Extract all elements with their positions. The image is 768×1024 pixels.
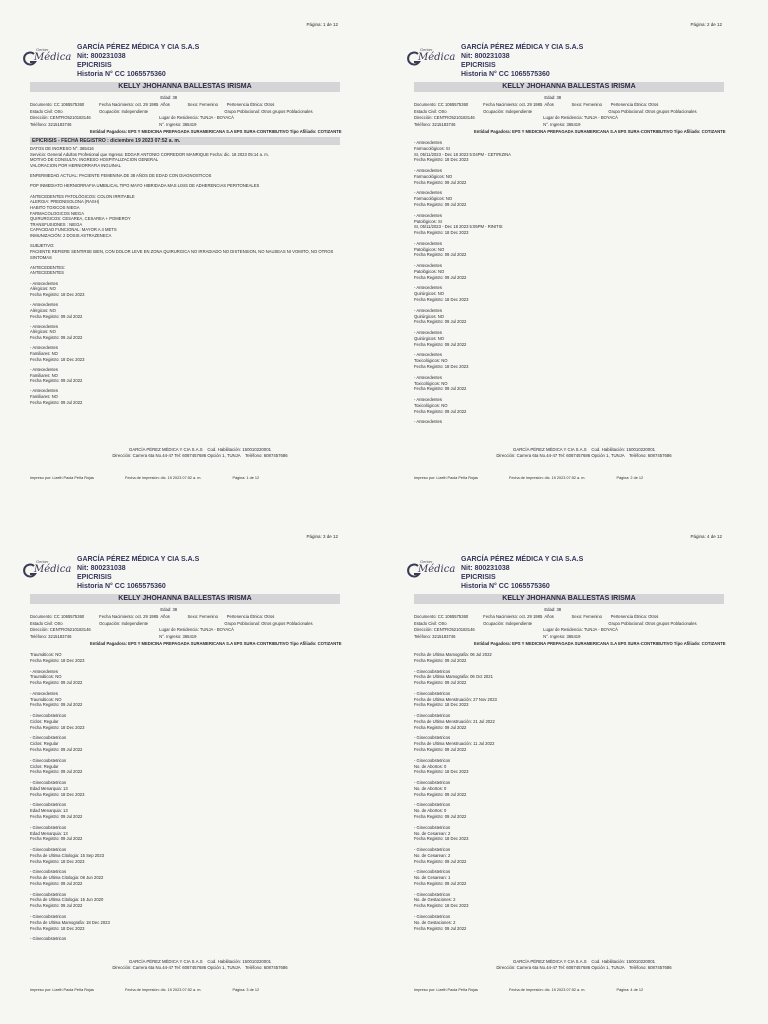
footer-direccion: Dirección: Carrera 6ta No.44-47 Tel: 6087457686 Opción 1, TUNJA [496, 965, 625, 970]
patient-grupo: Grupo Poblacional: Otros grupos Poblacionales [224, 108, 313, 114]
patient-name-bar: KELLY JHOHANNA BALLESTAS IRISMA [414, 594, 724, 604]
page-footer [444, 959, 724, 971]
patient-residencia: Lugar de Residencia: TUNJA - BOYACÁ [543, 627, 618, 633]
clinical-content [30, 146, 350, 405]
content-line: Traumáticos: NO [30, 652, 62, 657]
footer-habilitacion: Cod. Habilitación: 150010220001 [207, 447, 271, 452]
content-line: Fecha Registro: 09 Jul 2022 [414, 791, 467, 797]
content-line: Fecha Registro: 09 Jul 2022 [414, 747, 467, 753]
print-date: Fecha de Impresión: dic. 19 2023 07:52 a. m. [509, 476, 586, 480]
content-line: Edad Menarquia: 13 [30, 830, 68, 836]
patient-details [30, 95, 350, 136]
footer-telefono: Teléfono: 6087457686 [245, 965, 288, 970]
content-line: Alérgicos: NO [30, 329, 56, 335]
content-line: - Ginecoobstetricos [30, 780, 67, 786]
content-line: QUIRURGICOS: CESAREA, CESAREA + POMEROY [30, 216, 131, 222]
content-line: Fecha Registro: 09 Jul 2022 [30, 702, 83, 708]
logo-top-text: Gerber [36, 47, 49, 52]
content-line: Fecha Registro: 18 Dec 2023 [414, 836, 469, 842]
patient-direccion: Dirección: CENTRO5210183146 [30, 627, 91, 633]
content-line: - Ginecoobstetricos [414, 713, 451, 719]
footer-habilitacion: Cod. Habilitación: 150010220001 [207, 959, 271, 964]
content-line: Familiares: NO [30, 350, 58, 356]
content-line: FARMACOLOGICOS NIEGA [30, 210, 84, 216]
patient-edad: Edad: 38 Años [544, 607, 562, 619]
patient-ocupacion: Ocupación: Independiente [99, 108, 149, 114]
content-line: VALORACION POR HERNIORRAFIA INGUINAL [30, 162, 121, 168]
patient-telefono: Teléfono: 3215183746 [414, 634, 456, 640]
patient-telefono: Teléfono: 3215183746 [30, 122, 72, 128]
document-header [461, 555, 583, 591]
content-line: Fecha Registro: 09 Jul 2022 [30, 680, 83, 686]
patient-ingreso: N°. Ingreso: 365419 [543, 634, 581, 640]
patient-details [414, 607, 734, 648]
content-line: Ciclos: Regular [30, 718, 59, 724]
content-line: Fecha de Ultima Menstruación: 21 Jul 2022 [414, 718, 495, 724]
logo-top-text: Gerber [36, 559, 49, 564]
content-line: No. de Abortos: 0 [414, 808, 447, 814]
content-line: Servicio: General Adultos Profesional que Ingresa: EDGAR ANTONIO CORREDOR MANRIQUE Fecha: dic. 18 2023 05:14 a. m. [30, 151, 269, 157]
patient-nacimiento: Fecha Nacimiento: oct. 29 1985 [99, 101, 159, 107]
logo-script-text: Médica [418, 564, 456, 575]
content-line: - Antecedentes [414, 330, 442, 336]
patient-etnia: Pertenencia Étnica: Otros [226, 613, 275, 619]
content-line: - Ginecoobstetricos [30, 735, 67, 741]
patient-entidad: Entidad Pagadora: EPS Y MEDICINA PREPAGADA SURAMERICANA S.A EPS SURA-CONTRIBUTIVO Tipo Afiliado: COTIZANTE [474, 640, 726, 646]
content-line: Fecha Registro: 09 Jul 2022 [414, 179, 467, 185]
content-line: Fecha Registro: 09 Jul 2022 [30, 378, 83, 384]
patient-grupo: Grupo Poblacional: Otros grupos Poblacionales [224, 620, 313, 626]
content-line: ALERGIA: PREDNISOLONA (RASH) [30, 199, 100, 205]
patient-documento: Documento: CC 1065575360 [414, 613, 469, 619]
content-line: No. de Gestaciones: 2 [414, 919, 456, 925]
document-header [77, 555, 199, 591]
footer-telefono: Teléfono: 6087457686 [629, 453, 672, 458]
footer-company: GARCÍA PÉREZ MÉDICA Y CIA S.A.S [129, 447, 203, 452]
footer-direccion: Dirección: Carrera 6ta No.44-47 Tel: 6087457686 Opción 1, TUNJA [112, 965, 241, 970]
patient-ocupacion: Ocupación: Independiente [483, 620, 533, 626]
content-line: Fecha Registro: 09 Jul 2022 [30, 836, 83, 842]
content-line: - Antecedentes [30, 280, 58, 286]
page-number: Página: 4 de 12 [690, 534, 722, 539]
content-line: Fecha de Ultima Mamografia: 18 Dec 2023 [30, 919, 110, 925]
patient-edad: Edad: 38 Años [544, 95, 562, 107]
content-line: Fecha Registro: 18 Dec 2023 [414, 297, 469, 303]
content-line: - Ginecoobstetricos [30, 824, 67, 830]
content-line: Traumáticos: NO [30, 696, 62, 702]
content-line: Familiares: NO [30, 372, 58, 378]
page-footer [60, 447, 340, 459]
content-line: TRANSFUSIONES : NIEGA [30, 221, 83, 227]
content-line: Fecha Registro: 18 Dec 2023 [30, 858, 85, 864]
clinical-content [414, 140, 734, 425]
footer-habilitacion: Cod. Habilitación: 150010220001 [591, 447, 655, 452]
footer-telefono: Teléfono: 6087457686 [629, 965, 672, 970]
patient-documento: Documento: CC 1065575360 [30, 613, 85, 619]
company-name: GARCÍA PÉREZ MÉDICA Y CIA S.A.S [461, 556, 584, 563]
content-line: INMUNIZACIÓN: 2 DOSIS ASTRAZENECA [30, 232, 112, 238]
content-line: Quirúrgicos: NO [414, 313, 445, 319]
content-line: Fecha Registro: 09 Jul 2022 [414, 680, 467, 686]
content-line: Fecha Registro: 18 Dec 2023 [414, 903, 469, 909]
content-line: - Antecedentes [414, 240, 442, 246]
content-line: Fecha de Ultima Citologia: 08 Jun 2022 [30, 875, 104, 881]
patient-sexo: Sexo: Femenino [571, 101, 603, 107]
content-line: - Ginecoobstetricos [30, 869, 67, 875]
patient-etnia: Pertenencia Étnica: Otros [610, 613, 659, 619]
patient-documento: Documento: CC 1065575360 [414, 101, 469, 107]
content-line: Fecha Registro: 18 Dec 2023 [414, 702, 469, 708]
patient-telefono: Teléfono: 3215183746 [414, 122, 456, 128]
content-line: Edad Menarquia: 13 [30, 808, 68, 814]
gerber-medica-logo [406, 47, 456, 69]
patient-residencia: Lugar de Residencia: TUNJA - BOYACÁ [159, 115, 234, 121]
patient-details [414, 95, 734, 136]
footer-page-number: Página: 3 de 12 [232, 988, 260, 992]
document-page [384, 0, 768, 512]
content-line: No. de Abortos: 0 [414, 785, 447, 791]
content-line: - Antecedentes [414, 285, 442, 291]
content-line: - Antecedentes [414, 190, 442, 196]
historia-number: Historia N° CC 1065575360 [461, 583, 550, 590]
content-line: Fecha Registro: 09 Jul 2022 [414, 858, 467, 864]
print-date: Fecha de Impresión: dic. 19 2023 07:52 a. m. [509, 988, 586, 992]
company-name: GARCÍA PÉREZ MÉDICA Y CIA S.A.S [77, 556, 200, 563]
patient-documento: Documento: CC 1065575360 [30, 101, 85, 107]
content-line: Fecha de Ultima Menstruación: 27 Nov 2023 [414, 696, 497, 702]
patient-nacimiento: Fecha Nacimiento: oct. 29 1985 [483, 613, 543, 619]
content-line: - Ginecoobstetricos [30, 847, 67, 853]
content-line: - Ginecoobstetricos [414, 869, 451, 875]
content-line: No. de Cesarean: 2 [414, 830, 451, 836]
content-line: Ciclos: Regular [30, 763, 59, 769]
content-line: Fecha Registro: 09 Jul 2022 [30, 769, 83, 775]
print-date: Fecha de Impresión: dic. 19 2023 07:52 a. m. [125, 476, 202, 480]
content-line: Fecha Registro: 09 Jul 2022 [30, 903, 83, 909]
footer-page-number: Página: 1 de 12 [232, 476, 260, 480]
content-line: Patológicos: NO [414, 246, 445, 252]
content-line: Fecha Registro: 18 Dec 2023 [414, 157, 469, 163]
content-line: PACIENTE REFIERE SENTIRSE BIEN, CON DOLOR LEVE EN ZONA QUIRURGICA NO IRRADIADO NO DISTENSION, NO NAUSEAS NI VOMITO, NO OTROS [30, 248, 334, 254]
logo-script-text: Médica [34, 564, 72, 575]
content-line: Fecha de Ultima Mamografia: 06 Oct 2021 [414, 674, 493, 680]
print-info [414, 476, 734, 480]
content-line: Farmacológicos: SI [414, 145, 450, 151]
content-line: Fecha Registro: 09 Jul 2022 [414, 880, 467, 886]
company-nit: Nit: 800231038 [77, 565, 126, 572]
print-info [30, 988, 350, 992]
patient-residencia: Lugar de Residencia: TUNJA - BOYACÁ [543, 115, 618, 121]
patient-sexo: Sexo: Femenino [187, 101, 219, 107]
content-line: - Antecedentes [30, 388, 58, 394]
content-line: Toxicológicos: NO [414, 402, 448, 408]
footer-company: GARCÍA PÉREZ MÉDICA Y CIA S.A.S [513, 447, 587, 452]
footer-direccion: Dirección: Carrera 6ta No.44-47 Tel: 6087457686 Opción 1, TUNJA [112, 453, 241, 458]
content-line: Fecha Registro: 09 Jul 2022 [414, 202, 467, 208]
patient-telefono: Teléfono: 3215183746 [30, 634, 72, 640]
document-type: EPICRISIS [77, 574, 112, 581]
content-line: SINTOMAS [30, 254, 52, 260]
print-info [30, 476, 350, 480]
content-line: - Ginecoobstetricos [414, 735, 451, 741]
content-line: - Antecedentes [414, 307, 442, 313]
page-number: Página: 1 de 12 [306, 22, 338, 27]
document-header [77, 43, 199, 79]
content-line: Fecha Registro: 18 Dec 2023 [30, 925, 85, 931]
company-nit: Nit: 800231038 [461, 53, 510, 60]
patient-estado-civil: Estado Civil: Otro [30, 108, 63, 114]
content-line: Fecha Registro: 18 Dec 2023 [414, 230, 469, 236]
logo-top-text: Gerber [420, 47, 433, 52]
patient-edad: Edad: 38 Años [160, 95, 178, 107]
content-line: Quirúrgicos: NO [414, 335, 445, 341]
content-line: - Ginecoobstetricos [414, 757, 451, 763]
historia-number: Historia N° CC 1065575360 [461, 71, 550, 78]
patient-etnia: Pertenencia Étnica: Otros [610, 101, 659, 107]
page-number: Página: 2 de 12 [690, 22, 722, 27]
content-line: Fecha Registro: 09 Jul 2022 [414, 341, 467, 347]
content-line: - Antecedentes [414, 212, 442, 218]
content-line: - Ginecoobstetricos [30, 936, 67, 942]
content-line: SI, 05/11/2023 - Dec 18 2023 5:04PM - CETIRIZINA [414, 151, 511, 157]
content-line: Fecha de Ultima Menstruación: 11 Jul 2022 [414, 741, 495, 747]
content-line: ANTECEDENTES [30, 270, 64, 276]
printed-by: Impreso por: Lizeth Paola Peña Rojas [30, 988, 94, 992]
printed-by: Impreso por: Lizeth Paola Peña Rojas [30, 476, 94, 480]
page-number: Página: 3 de 12 [306, 534, 338, 539]
content-line: - Ginecoobstetricos [30, 891, 67, 897]
patient-ingreso: N°. Ingreso: 365419 [159, 122, 197, 128]
content-line: Familiares: NO [30, 394, 58, 400]
patient-entidad: Entidad Pagadora: EPS Y MEDICINA PREPAGADA SURAMERICANA S.A EPS SURA-CONTRIBUTIVO Tipo Afiliado: COTIZANTE [90, 128, 342, 134]
patient-entidad: Entidad Pagadora: EPS Y MEDICINA PREPAGADA SURAMERICANA S.A EPS SURA-CONTRIBUTIVO Tipo Afiliado: COTIZANTE [90, 640, 342, 646]
epicrisis-date-bar: EPICRISIS - FECHA REGISTRO : diciembre 19 2023 07:52 a. m. [30, 137, 340, 145]
clinical-content [414, 652, 734, 931]
company-name: GARCÍA PÉREZ MÉDICA Y CIA S.A.S [77, 44, 200, 51]
footer-page-number: Página: 2 de 12 [616, 476, 644, 480]
patient-estado-civil: Estado Civil: Otro [414, 620, 447, 626]
patient-edad: Edad: 38 Años [160, 607, 178, 619]
page-footer [60, 959, 340, 971]
content-line: Fecha Registro: 09 Jul 2022 [30, 747, 83, 753]
content-line: - Antecedentes [414, 374, 442, 380]
content-line: DATOS DE INGRESO N°: 365416 [30, 146, 94, 151]
patient-nacimiento: Fecha Nacimiento: oct. 29 1985 [99, 613, 159, 619]
content-line: Quirúrgicos: NO [414, 291, 445, 297]
footer-company: GARCÍA PÉREZ MÉDICA Y CIA S.A.S [513, 959, 587, 964]
content-line: - Ginecoobstetricos [414, 824, 451, 830]
content-line: HABITO TOXICOS NIEGA [30, 205, 80, 210]
content-line: Traumáticos: NO [30, 674, 62, 680]
content-line: No. de Cesarean: 1 [414, 875, 451, 881]
content-line: Fecha Registro: 09 Jul 2022 [30, 313, 83, 319]
logo-script-text: Médica [418, 52, 456, 63]
content-line: Fecha Registro: 09 Jul 2022 [414, 813, 467, 819]
document-header [461, 43, 583, 79]
content-line: - Ginecoobstetricos [30, 713, 67, 719]
content-line: No. de Abortos: 0 [414, 763, 447, 769]
content-line: - Ginecoobstetricos [414, 891, 451, 897]
content-line: Fecha Registro: 18 Dec 2023 [30, 291, 85, 297]
patient-grupo: Grupo Poblacional: Otros grupos Poblacionales [608, 620, 697, 626]
patient-direccion: Dirección: CENTRO5210183146 [30, 115, 91, 121]
logo-script-text: Médica [34, 52, 72, 63]
patient-name-bar: KELLY JHOHANNA BALLESTAS IRISMA [414, 82, 724, 92]
content-line: Fecha Registro: 09 Jul 2022 [414, 408, 467, 414]
content-line: CAPACIDAD FUNCIONAL: MAYOR A 4 METS [30, 227, 117, 233]
content-line: ENFERMEDAD ACTUAL: PACIENTE FEMENINA DE 38 AÑOS DE EDAD CON DIAGNOSTICOS [30, 173, 212, 179]
content-line: Fecha Registro: 09 Jul 2022 [414, 657, 467, 663]
content-line: - Ginecoobstetricos [414, 668, 451, 674]
content-line: Fecha Registro: 18 Dec 2023 [414, 769, 469, 775]
content-line: - Antecedentes [30, 302, 58, 308]
gerber-medica-logo [22, 47, 72, 69]
content-line: - Antecedentes [414, 140, 442, 145]
content-line: Fecha Registro: 18 Dec 2023 [30, 356, 85, 362]
content-line: Toxicológicos: NO [414, 380, 448, 386]
patient-sexo: Sexo: Femenino [187, 613, 219, 619]
patient-direccion: Dirección: CENTRO5210183146 [414, 627, 475, 633]
content-line: Fecha Registro: 09 Jul 2022 [414, 274, 467, 280]
footer-page-number: Página: 4 de 12 [616, 988, 644, 992]
patient-name-bar: KELLY JHOHANNA BALLESTAS IRISMA [30, 594, 340, 604]
content-line: Fecha Registro: 18 Dec 2023 [30, 724, 85, 730]
content-line: Fecha Registro: 09 Jul 2022 [414, 724, 467, 730]
company-nit: Nit: 800231038 [77, 53, 126, 60]
document-type: EPICRISIS [461, 574, 496, 581]
content-line: Fecha Registro: 18 Dec 2023 [30, 791, 85, 797]
content-line: Fecha de Ultima Citologia: 15 Sep 2023 [30, 852, 105, 858]
content-line: Fecha Registro: 09 Jul 2022 [30, 813, 83, 819]
patient-residencia: Lugar de Residencia: TUNJA - BOYACÁ [159, 627, 234, 633]
content-line: - Antecedentes [414, 263, 442, 269]
patient-estado-civil: Estado Civil: Otro [30, 620, 63, 626]
content-line: POP INMEDIATO HERNIORRAFIA UMBILICAL TIPO MAYO HIBRIDADA MAS LISIS DE ADHERENCIAS PERITONEALES [30, 183, 260, 189]
document-type: EPICRISIS [77, 62, 112, 69]
content-line: - Ginecoobstetricos [414, 690, 451, 696]
content-line: ANTECEDENTES: [30, 264, 66, 270]
content-line: Fecha Registro: 18 Dec 2023 [414, 364, 469, 369]
historia-number: Historia N° CC 1065575360 [77, 583, 166, 590]
patient-nacimiento: Fecha Nacimiento: oct. 29 1985 [483, 101, 543, 107]
document-page [0, 0, 384, 512]
content-line: - Antecedentes [414, 397, 442, 403]
patient-ingreso: N°. Ingreso: 365419 [543, 122, 581, 128]
footer-habilitacion: Cod. Habilitación: 150010220001 [591, 959, 655, 964]
document-page [384, 512, 768, 1024]
content-line: - Antecedentes [30, 345, 58, 351]
gerber-medica-logo [22, 559, 72, 581]
document-type: EPICRISIS [461, 62, 496, 69]
content-line: ANTECEDENTES PATOLÓGICOS: COLON IRRITABLE [30, 193, 135, 199]
content-line: Fecha Registro: 09 Jul 2022 [414, 386, 467, 392]
content-line: - Antecedentes [414, 168, 442, 174]
patient-etnia: Pertenencia Étnica: Otros [226, 101, 275, 107]
print-info [414, 988, 734, 992]
patient-ocupacion: Ocupación: Independiente [483, 108, 533, 114]
content-line: Edad Menarquia: 13 [30, 785, 68, 791]
content-line: No. de Gestaciones: 2 [414, 897, 456, 903]
historia-number: Historia N° CC 1065575360 [77, 71, 166, 78]
content-line: Fecha Registro: 09 Jul 2022 [30, 880, 83, 886]
content-line: Patológicos: NO [414, 268, 445, 274]
patient-name-bar: KELLY JHOHANNA BALLESTAS IRISMA [30, 82, 340, 92]
content-line: - Ginecoobstetricos [30, 913, 67, 919]
clinical-content [30, 652, 350, 942]
content-line: Toxicológicos: NO [414, 358, 448, 364]
content-line: - Ginecoobstetricos [414, 913, 451, 919]
content-line: SUBJETIVO: [30, 243, 55, 249]
footer-telefono: Teléfono: 6087457686 [245, 453, 288, 458]
content-line: Farmacológicos: NO [414, 196, 453, 202]
content-line: - Antecedentes [30, 366, 58, 372]
content-line: Fecha Registro: 09 Jul 2022 [30, 399, 83, 405]
content-line: Fecha Registro: 18 Dec 2023 [30, 657, 85, 663]
content-line: - Ginecoobstetricos [414, 780, 451, 786]
content-line: Fecha Registro: 09 Jul 2022 [414, 319, 467, 325]
content-line: Fecha de Ultima Citologia: 15 Jun 2020 [30, 897, 104, 903]
content-line: Fecha Registro: 09 Jul 2022 [414, 252, 467, 258]
footer-direccion: Dirección: Carrera 6ta No.44-47 Tel: 6087457686 Opción 1, TUNJA [496, 453, 625, 458]
content-line: MOTIVO DE CONSULTA: INGRESO HOSPITALIZACION GENERAL [30, 157, 159, 163]
content-line: - Antecedentes [30, 668, 58, 674]
patient-direccion: Dirección: CENTRO5210183146 [414, 115, 475, 121]
content-line: Farmacológicos: NO [414, 173, 453, 179]
logo-top-text: Gerber [420, 559, 433, 564]
print-date: Fecha de Impresión: dic. 19 2023 07:52 a. m. [125, 988, 202, 992]
patient-estado-civil: Estado Civil: Otro [414, 108, 447, 114]
patient-details [30, 607, 350, 648]
content-line: - Ginecoobstetricos [30, 802, 67, 808]
patient-ingreso: N°. Ingreso: 365419 [159, 634, 197, 640]
printed-by: Impreso por: Lizeth Paola Peña Rojas [414, 476, 478, 480]
content-line: Fecha Registro: 09 Jul 2022 [30, 335, 83, 341]
patient-sexo: Sexo: Femenino [571, 613, 603, 619]
content-line: No. de Cesarean: 2 [414, 852, 451, 858]
company-name: GARCÍA PÉREZ MÉDICA Y CIA S.A.S [461, 44, 584, 51]
document-page [0, 512, 384, 1024]
content-line: SI, 05/11/2023 - Dec 18 2023 5:05PM - RINITIS [414, 224, 503, 230]
content-line: - Antecedentes [30, 690, 58, 696]
content-line: Alérgicos: NO [30, 286, 56, 292]
content-line: Fecha de Ultima Mamografia: 06 Jul 2022 [414, 652, 492, 657]
page-footer [444, 447, 724, 459]
content-line: - Antecedentes [414, 419, 442, 425]
content-line: - Antecedentes [414, 352, 442, 358]
content-line: Patológicos: SI [414, 218, 442, 224]
patient-entidad: Entidad Pagadora: EPS Y MEDICINA PREPAGADA SURAMERICANA S.A EPS SURA-CONTRIBUTIVO Tipo Afiliado: COTIZANTE [474, 128, 726, 134]
printed-by: Impreso por: Lizeth Paola Peña Rojas [414, 988, 478, 992]
patient-grupo: Grupo Poblacional: Otros grupos Poblacionales [608, 108, 697, 114]
content-line: - Ginecoobstetricos [414, 802, 451, 808]
content-line: - Antecedentes [30, 323, 58, 329]
content-line: - Ginecoobstetricos [414, 847, 451, 853]
gerber-medica-logo [406, 559, 456, 581]
content-line: Fecha Registro: 09 Jul 2022 [414, 925, 467, 931]
footer-company: GARCÍA PÉREZ MÉDICA Y CIA S.A.S [129, 959, 203, 964]
company-nit: Nit: 800231038 [461, 565, 510, 572]
content-line: Ciclos: Regular [30, 741, 59, 747]
patient-ocupacion: Ocupación: Independiente [99, 620, 149, 626]
content-line: Alérgicos: NO [30, 307, 56, 313]
content-line: - Ginecoobstetricos [30, 757, 67, 763]
